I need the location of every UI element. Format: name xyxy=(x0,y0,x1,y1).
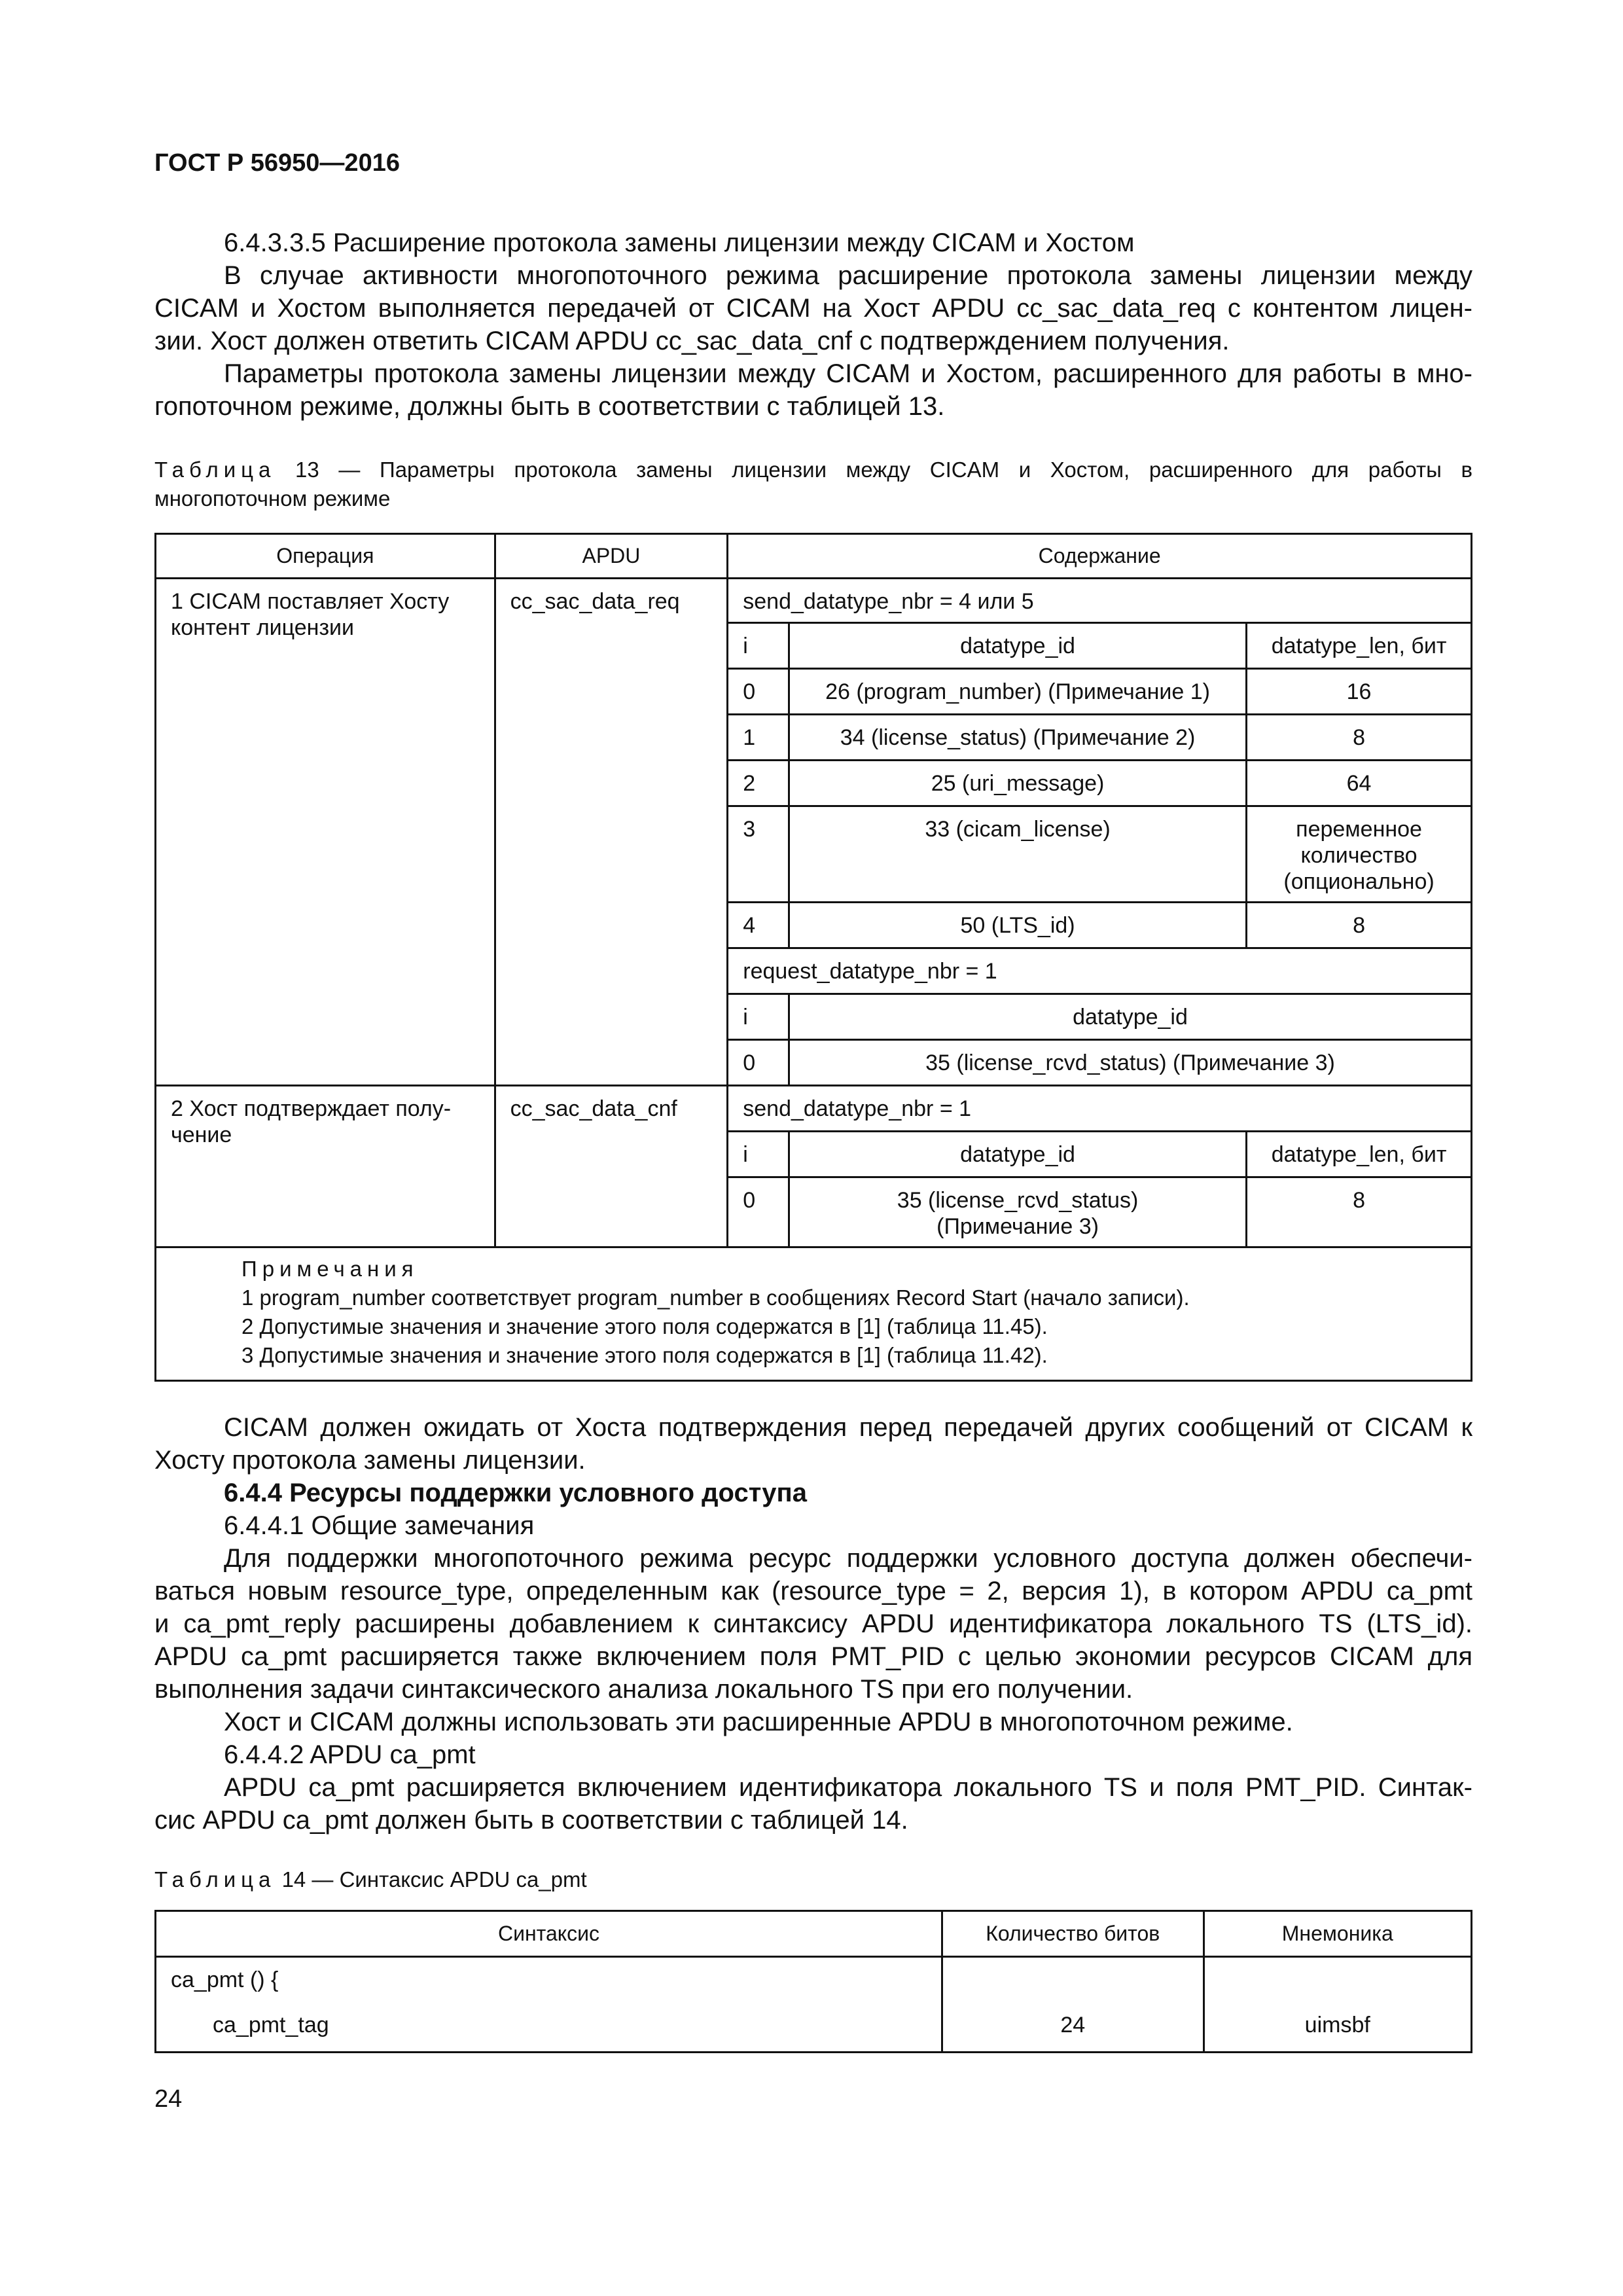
paragraph-line: APDU ca_pmt расширяется включением идентификатора локального TS и поля PMT_PID. Синтак- xyxy=(224,1773,1472,1802)
section-title: 6.4.3.3.5 Расширение протокола замены лицензии между CICAM и Хостом xyxy=(224,228,1135,257)
cell-datatype-id: 35 (license_rcvd_status) (Примечание 3) xyxy=(789,1040,1471,1086)
document-header: ГОСТ Р 56950—2016 xyxy=(154,149,400,177)
header-content: Содержание xyxy=(728,534,1472,579)
cell-i: 1 xyxy=(728,715,789,761)
cell-i: 2 xyxy=(728,761,789,806)
table-13 xyxy=(154,533,1472,1382)
paragraph-line: и ca_pmt_reply расширены добавлением к синтаксису APDU идентификатора локального TS (LTS_id). xyxy=(154,1609,1472,1638)
col-datatype-len: datatype_len, бит xyxy=(1247,1132,1472,1177)
section-title: 6.4.4 Ресурсы поддержки условного доступа xyxy=(224,1479,807,1507)
note-item: 3 Допустимые значения и значение этого поля содержатся в [1] (таблица 11.42). xyxy=(241,1343,1048,1367)
cell-syntax: ca_pmt () { xyxy=(156,1957,942,2003)
cell-mnemonic: uimsbf xyxy=(1204,2003,1472,2053)
col-datatype-id: datatype_id xyxy=(789,623,1246,669)
subsection-title: 6.4.4.1 Общие замечания xyxy=(224,1511,535,1540)
cell-bits xyxy=(942,1957,1204,2003)
paragraph-line: ваться новым resource_type, определенным как (resource_type = 2, версия 1), в котором APDU ca_pmt xyxy=(154,1577,1472,1605)
col-i: i xyxy=(728,623,789,669)
cell-datatype-len: 64 xyxy=(1247,761,1472,806)
paragraph-line: CICAM и Хостом выполняется передачей от CICAM на Хост APDU cc_sac_data_req с контентом лицен- xyxy=(154,294,1472,323)
cell-bits: 24 xyxy=(942,2003,1204,2053)
cell-datatype-id: 34 (license_status) (Примечание 2) xyxy=(789,715,1246,761)
apdu-cell: cc_sac_data_req xyxy=(495,579,728,1086)
note-item: 2 Допустимые значения и значение этого поля содержатся в [1] (таблица 11.45). xyxy=(241,1314,1048,1338)
table-14 xyxy=(154,1910,1472,2053)
header-bits: Количество битов xyxy=(942,1911,1204,1957)
cell-datatype-id: 50 (LTS_id) xyxy=(789,903,1246,948)
paragraph-line: В случае активности многопоточного режима расширение протокола замены лицензии между xyxy=(224,261,1472,290)
operation-cell: 1 CICAM поставляет Хосту контент лицензии xyxy=(156,579,495,1086)
paragraph-line: Параметры протокола замены лицензии между CICAM и Хостом, расширенного для работы в мно- xyxy=(224,359,1472,388)
operation-cell: 2 Хост подтверждает полу-чение xyxy=(156,1086,495,1247)
page-number: 24 xyxy=(154,2085,183,2113)
caption-text: многопоточном режиме xyxy=(154,486,391,511)
table-notes xyxy=(156,1247,1472,1381)
request-datatype-nbr: request_datatype_nbr = 1 xyxy=(728,948,1472,994)
cell-datatype-len: переменное количество (опционально) xyxy=(1247,806,1472,903)
header-operation: Операция xyxy=(156,534,495,579)
col-datatype-len: datatype_len, бит xyxy=(1247,623,1472,669)
paragraph-line: сис APDU ca_pmt должен быть в соответствии с таблицей 14. xyxy=(154,1806,908,1835)
cell-datatype-id: 33 (cicam_license) xyxy=(789,806,1246,903)
cell-i: 0 xyxy=(728,1040,789,1086)
cell-i: 0 xyxy=(728,669,789,715)
cell-mnemonic xyxy=(1204,1957,1472,2003)
cell-datatype-len: 8 xyxy=(1247,715,1472,761)
paragraph-line: выполнения задачи синтаксического анализа локального TS при его получении. xyxy=(154,1675,1133,1704)
cell-i: 0 xyxy=(728,1177,789,1247)
note-item: 1 program_number соответствует program_number в сообщениях Record Start (начало записи). xyxy=(241,1285,1190,1310)
table-row xyxy=(156,2003,1472,2053)
cell-datatype-id: 35 (license_rcvd_status) (Примечание 3) xyxy=(789,1177,1246,1247)
header-mnemonic: Мнемоника xyxy=(1204,1911,1472,1957)
cell-datatype-len: 8 xyxy=(1247,1177,1472,1247)
table-row xyxy=(156,1957,1472,2003)
caption-text: 13 — Параметры протокола замены лицензии между CICAM и Хостом, расширенного для работы в xyxy=(295,457,1472,482)
caption-label: Таблица xyxy=(154,457,276,482)
table-14-caption xyxy=(154,1865,1472,1894)
apdu-cell: cc_sac_data_cnf xyxy=(495,1086,728,1247)
paragraph-line: CICAM должен ожидать от Хоста подтверждения перед передачей других сообщений от CICAM к xyxy=(224,1413,1472,1442)
col-i: i xyxy=(728,1132,789,1177)
paragraph-line: зии. Хост должен ответить CICAM APDU cc_sac_data_cnf с подтверждением получения. xyxy=(154,327,1230,355)
caption-text: 14 — Синтаксис APDU ca_pmt xyxy=(281,1867,587,1892)
subsection-title: 6.4.4.2 APDU ca_pmt xyxy=(224,1740,476,1769)
paragraph-line: гопоточном режиме, должны быть в соответствии с таблицей 13. xyxy=(154,392,945,421)
paragraph-line: APDU ca_pmt расширяется также включением поля PMT_PID с целью экономии ресурсов CICAM для xyxy=(154,1642,1472,1671)
header-apdu: APDU xyxy=(495,534,728,579)
caption-label: Таблица xyxy=(154,1867,276,1892)
cell-datatype-id: 25 (uri_message) xyxy=(789,761,1246,806)
cell-syntax: ca_pmt_tag xyxy=(156,2003,942,2053)
send-datatype-nbr: send_datatype_nbr = 1 xyxy=(728,1086,1472,1132)
table-13-caption xyxy=(154,456,1472,513)
paragraph-line: Хост и CICAM должны использовать эти расширенные APDU в многопоточном режиме. xyxy=(224,1708,1293,1736)
cell-i: 4 xyxy=(728,903,789,948)
section-6-4-4 xyxy=(154,1411,1472,1837)
send-datatype-nbr: send_datatype_nbr = 4 или 5 xyxy=(728,579,1472,623)
notes-title: Примечания xyxy=(241,1257,419,1281)
section-6-4-3-3-5 xyxy=(154,226,1472,423)
col-datatype-id: datatype_id xyxy=(789,994,1471,1040)
paragraph-line: Для поддержки многопоточного режима ресурс поддержки условного доступа должен обеспечи- xyxy=(224,1544,1472,1573)
col-datatype-id: datatype_id xyxy=(789,1132,1246,1177)
cell-i: 3 xyxy=(728,806,789,903)
col-i: i xyxy=(728,994,789,1040)
cell-datatype-id: 26 (program_number) (Примечание 1) xyxy=(789,669,1246,715)
cell-datatype-len: 16 xyxy=(1247,669,1472,715)
cell-datatype-len: 8 xyxy=(1247,903,1472,948)
paragraph-line: Хосту протокола замены лицензии. xyxy=(154,1446,586,1475)
header-syntax: Синтаксис xyxy=(156,1911,942,1957)
